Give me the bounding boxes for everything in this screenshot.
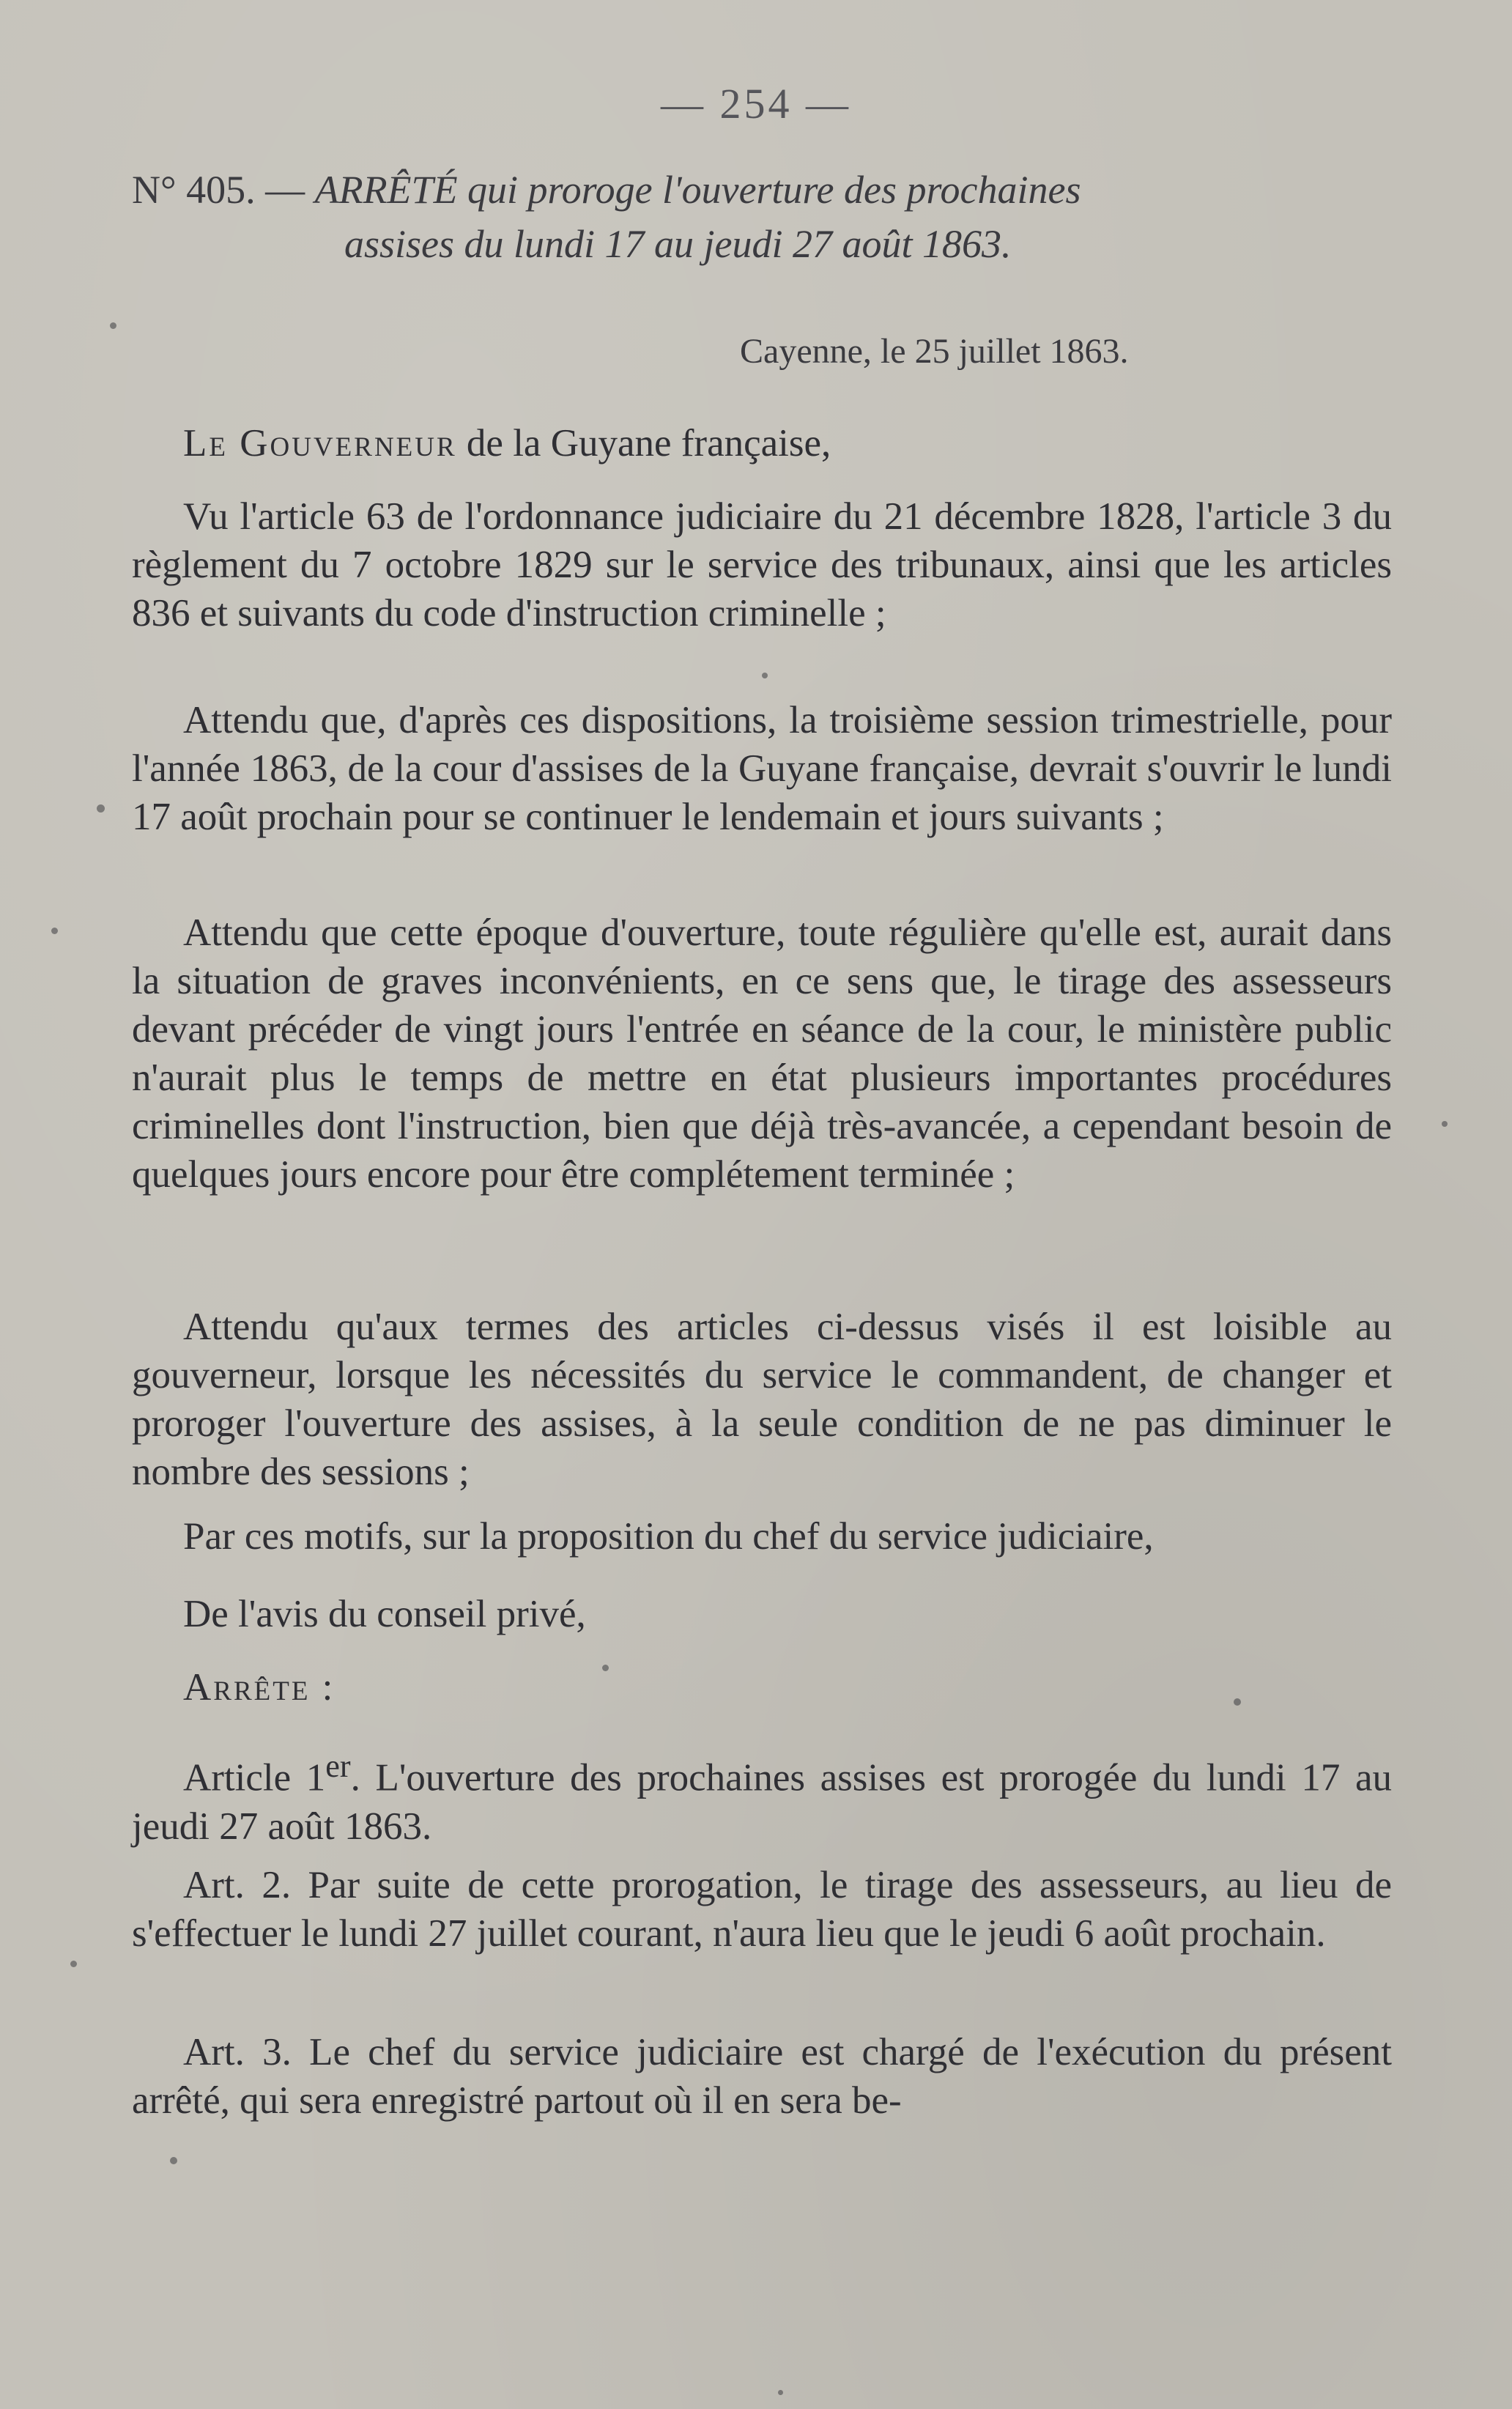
article-1-label: Article 1	[183, 1756, 326, 1799]
paper-speck	[1234, 1698, 1241, 1706]
paper-speck	[1442, 1121, 1448, 1127]
article-2-text: Art. 2. Par suite de cette prorogation, le tirage des assesseurs, au lieu de s'effectuer le lundi 27 juillet courant, n'aura lieu que le jeudi 6 août prochain.	[132, 1864, 1392, 1955]
avis-text: De l'avis du conseil privé,	[183, 1593, 586, 1635]
article-1	[132, 1742, 1392, 1851]
article-1-sup: er	[325, 1748, 351, 1784]
paper-speck	[602, 1665, 609, 1671]
attendu-1-text: Attendu que, d'après ces dispositions, la troisième session trimestrielle, pour l'année 1863, de la cour d'assises de la Guyane française, devrait s'ouvrir le lundi 17 août prochain pour se continuer le lendemain et jours suivants ;	[132, 699, 1392, 838]
heading-dash: —	[255, 168, 315, 212]
page-number: — 254 —	[661, 80, 851, 127]
attendu-paragraph-3	[132, 1303, 1392, 1496]
article-3	[132, 2028, 1392, 2125]
arrete-caps: Arrête :	[183, 1666, 336, 1709]
paper-speck	[762, 673, 768, 678]
attendu-3-text: Attendu qu'aux termes des articles ci-dessus visés il est loisible au gouverneur, lorsque les nécessités du service le commandent, de changer et proroger l'ouverture des assises, à la seule condition de ne pas diminuer le nombre des sessions ;	[132, 1306, 1392, 1493]
arrete-paragraph	[132, 1663, 1392, 1712]
gouverneur-paragraph	[132, 419, 1392, 467]
paper-speck	[170, 2157, 177, 2164]
act-number: N° 405.	[132, 168, 256, 212]
paper-speck	[110, 322, 116, 329]
act-title-line2: assises du lundi 17 au jeudi 27 août 1863.	[344, 222, 1012, 266]
act-title-line1: ARRÊTÉ qui proroge l'ouverture des prochaines	[314, 168, 1081, 212]
paper-speck	[51, 928, 58, 934]
act-heading	[132, 163, 1421, 271]
gouverneur-rest: de la Guyane française,	[456, 422, 831, 465]
vu-paragraph	[132, 492, 1392, 637]
paper-speck	[70, 1961, 77, 1967]
attendu-paragraph-2	[132, 909, 1392, 1199]
motifs-paragraph	[132, 1512, 1392, 1561]
article-2	[132, 1861, 1392, 1958]
attendu-2-text: Attendu que cette époque d'ouverture, toute régulière qu'elle est, aurait dans la situation de graves inconvénients, en ce sens que, le tirage des assesseurs devant précéder de vingt jours l'entrée en séance de la cour, le ministère public n'aurait plus le temps de mettre en état plusieurs importantes procédures criminelles dont l'instruction, bien que déjà très-avancée, a cependant besoin de quelques jours encore pour être complétement terminée ;	[132, 911, 1392, 1196]
article-1-text: . L'ouverture des prochaines assises est prorogée du lundi 17 au jeudi 27 août 1863.	[132, 1756, 1392, 1848]
paper-speck	[97, 804, 105, 813]
vu-text: Vu l'article 63 de l'ordonnance judiciaire du 21 décembre 1828, l'article 3 du règlement du 7 octobre 1829 sur le service des tribunaux, ainsi que les articles 836 et suivants du code d'instruction criminelle ;	[132, 495, 1392, 634]
gouverneur-caps: Le Gouverneur	[183, 422, 457, 465]
article-3-text: Art. 3. Le chef du service judiciaire est chargé de l'exécution du présent arrêté, qui sera enregistré partout où il en sera be-	[132, 2031, 1392, 2122]
motifs-text: Par ces motifs, sur la proposition du chef du service judiciaire,	[183, 1515, 1154, 1558]
attendu-paragraph-1	[132, 696, 1392, 841]
paper-speck	[778, 2390, 783, 2395]
dateline: Cayenne, le 25 juillet 1863.	[740, 332, 1129, 371]
avis-paragraph	[132, 1590, 1392, 1638]
